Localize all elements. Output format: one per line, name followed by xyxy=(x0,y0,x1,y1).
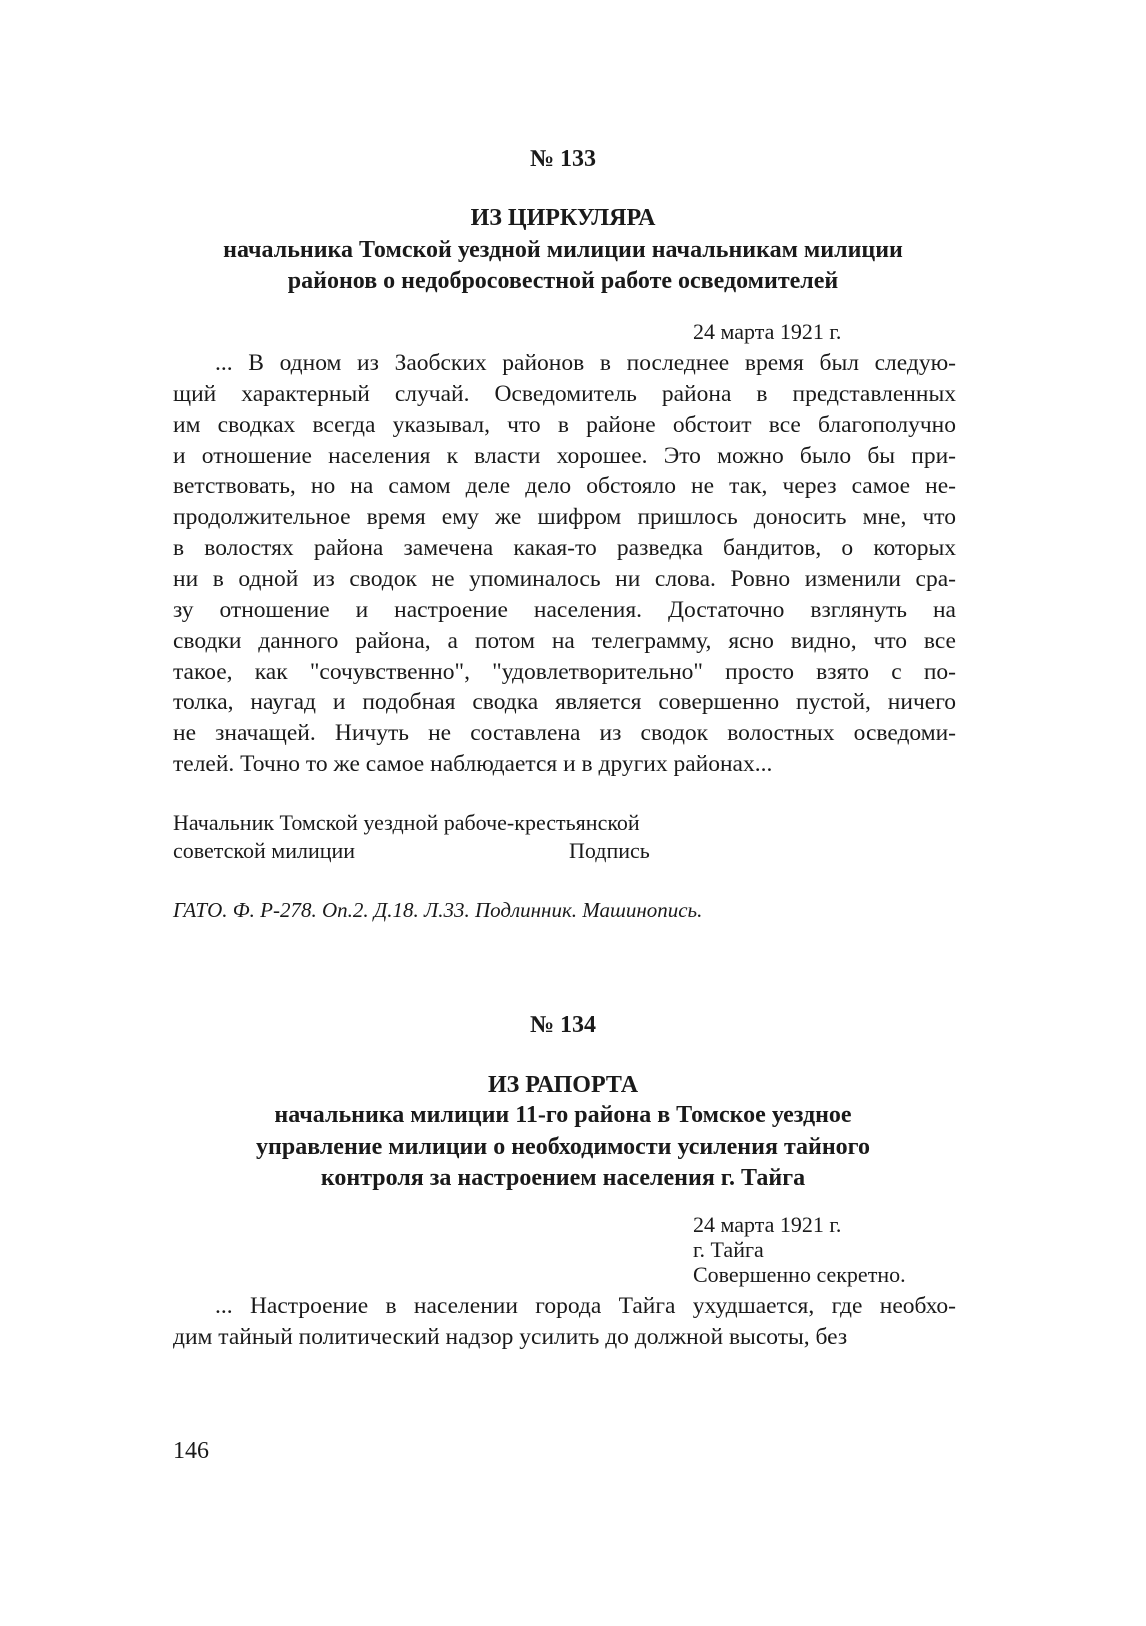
body-text-line: ... Настроение в населении города Тайга ухудшается, где необхо- xyxy=(215,1293,956,1319)
body-text-line: зу отношение и настроение населения. Достаточно взглянуть на xyxy=(173,596,956,623)
body-text-line: продолжительное время ему же шифром пришлось доносить мне, что xyxy=(173,504,956,531)
document-number: № 134 xyxy=(529,1012,597,1038)
document-subtitle: управление милиции о необходимости усиления тайного xyxy=(256,1134,870,1160)
body-text-line: ни в одной из сводок не упоминалось ни слова. Ровно изменили сра- xyxy=(173,565,956,592)
body-text-line: и отношение населения к власти хорошее. Это можно было бы при- xyxy=(173,442,956,469)
document-subtitle: начальника милиции 11-го района в Томское уездное xyxy=(274,1102,852,1128)
body-text-line: щий характерный случай. Осведомитель района в представленных xyxy=(173,380,956,407)
body-text-line: сводки данного района, а потом на телеграмму, ясно видно, что все xyxy=(173,627,956,654)
body-text-line: ветствовать, но на самом деле дело обстояло не так, через самое не- xyxy=(173,473,956,500)
document-classification: Совершенно секретно. xyxy=(693,1262,906,1287)
document-number: № 133 xyxy=(529,146,597,172)
body-text-line: телей. Точно то же самое наблюдается и в других районах... xyxy=(173,751,773,778)
document-subtitle: начальника Томской уездной милиции начальникам милиции xyxy=(223,237,903,263)
document-subtitle: контроля за настроением населения г. Тайга xyxy=(320,1165,806,1191)
archive-citation: ГАТО. Ф. Р-278. Оп.2. Д.18. Л.33. Подлинник. Машинопись. xyxy=(173,898,703,922)
signature-title: советской милиции xyxy=(173,838,356,863)
document-date: 24 марта 1921 г. xyxy=(693,1212,842,1237)
document-date: 24 марта 1921 г. xyxy=(693,319,842,344)
body-text-line: не значащей. Ничуть не составлена из сводок волостных осведоми- xyxy=(173,720,956,747)
signature: Подпись xyxy=(569,838,650,863)
body-text-line: такое, как "сочувственно", "удовлетворительно" просто взято с по- xyxy=(173,658,956,685)
body-text-line: толка, наугад и подобная сводка является совершенно пустой, ничего xyxy=(173,689,956,716)
body-text-line: дим тайный политический надзор усилить до должной высоты, без xyxy=(173,1324,848,1350)
document-subtitle: районов о недобросовестной работе осведомителей xyxy=(287,268,839,294)
document-place: г. Тайга xyxy=(693,1237,764,1262)
signature-title: Начальник Томской уездной рабоче-крестьянской xyxy=(173,810,640,835)
document-kind: ИЗ ЦИРКУЛЯРА xyxy=(470,205,656,231)
document-kind: ИЗ РАПОРТА xyxy=(487,1072,639,1098)
page-number: 146 xyxy=(173,1438,209,1464)
body-text-line: в волостях района замечена какая-то разведка бандитов, о которых xyxy=(173,535,956,562)
body-text-line: ... В одном из Заобских районов в последнее время был следую- xyxy=(215,350,956,376)
body-text-line: им сводках всегда указывал, что в районе обстоит все благополучно xyxy=(173,411,956,438)
